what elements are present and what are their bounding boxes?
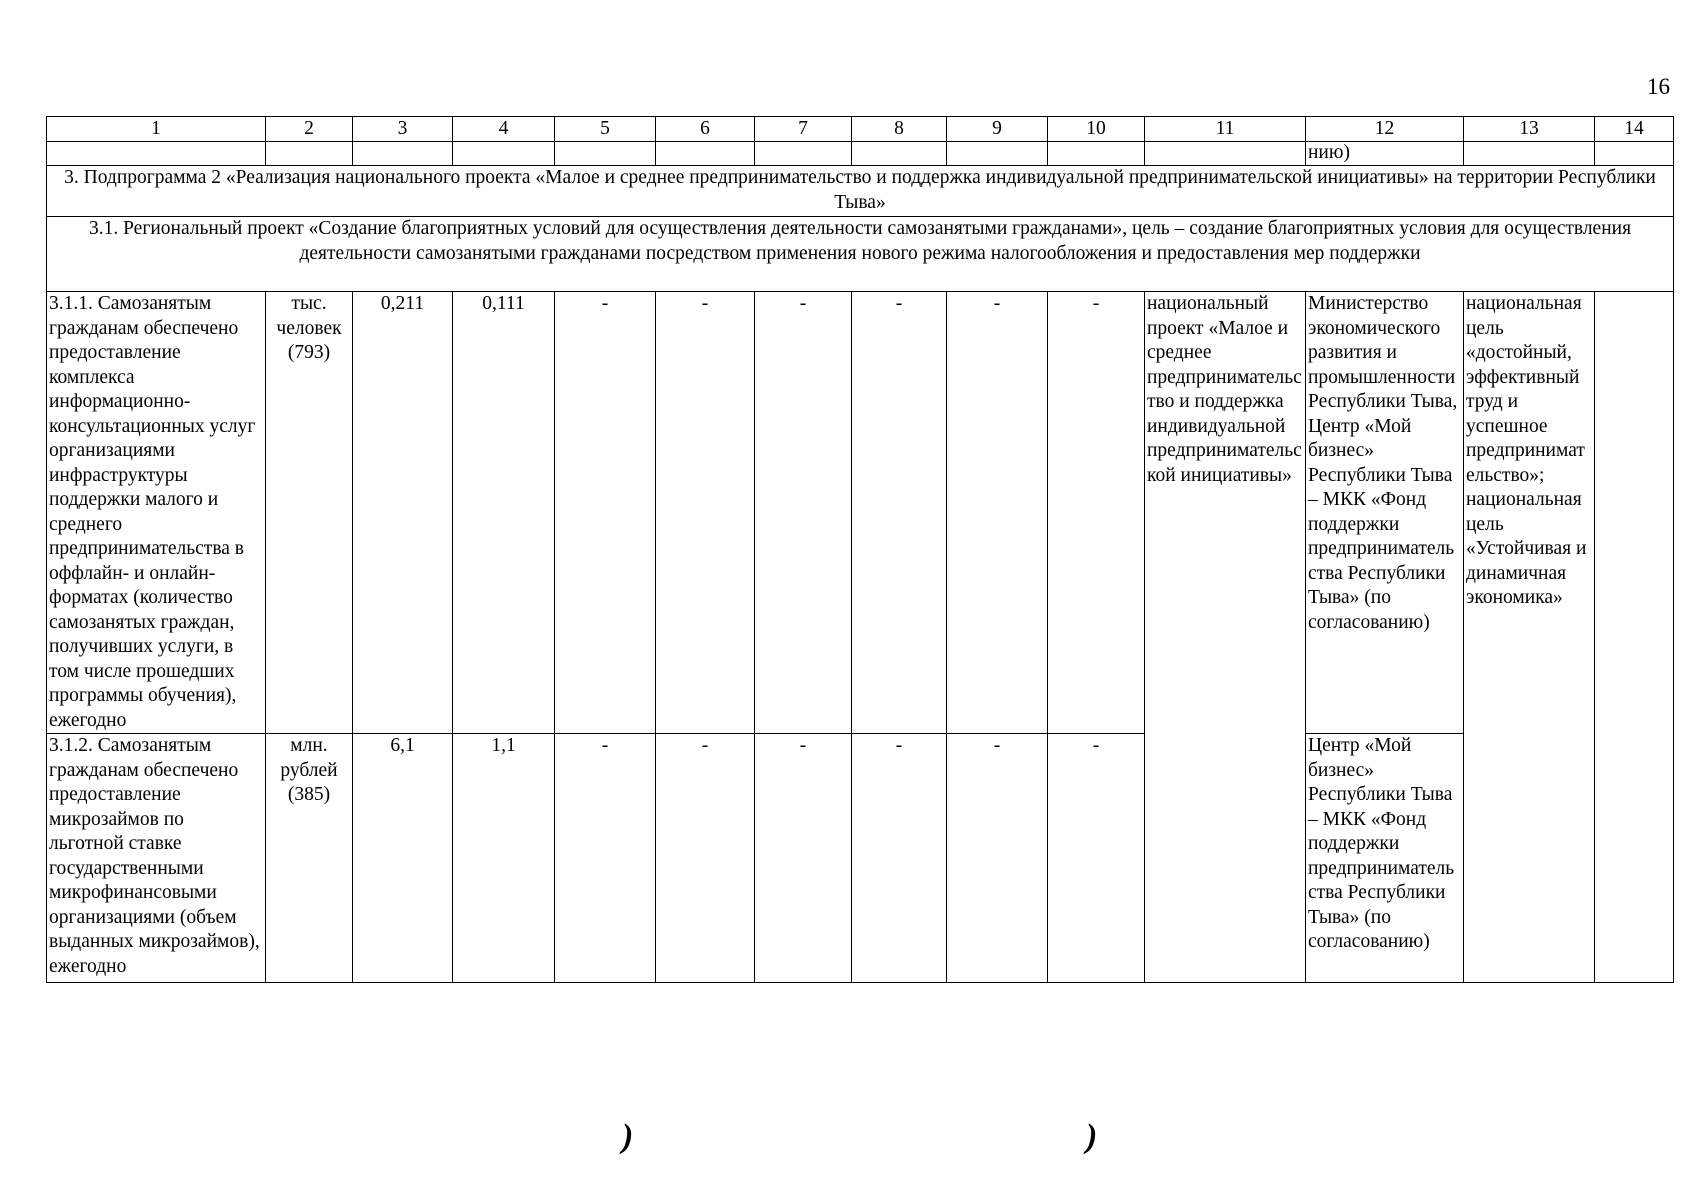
column-number-row [47,117,1674,142]
value-col-8: - [852,292,947,734]
empty-cell [1048,142,1145,166]
value-col-7: - [755,292,852,734]
empty-cell [353,142,453,166]
value-col-3: 6,1 [353,734,453,983]
footer-mark: ) [1086,1118,1098,1155]
column-number: 6 [656,117,755,142]
column-number: 13 [1464,117,1595,142]
table-row [47,292,1674,734]
column-number: 5 [555,117,656,142]
column-number: 10 [1048,117,1145,142]
empty-cell [453,142,555,166]
column-number: 4 [453,117,555,142]
value-col-7: - [755,734,852,983]
value-col-5: - [555,292,656,734]
column-number: 9 [947,117,1048,142]
column-number: 1 [47,117,266,142]
empty-cell [1145,142,1306,166]
empty-cell [266,142,353,166]
column-number: 14 [1595,117,1674,142]
table-row [47,734,1674,983]
value-col-10: - [1048,734,1145,983]
indicator-unit: тыс. человек (793) [266,292,353,734]
value-col-9: - [947,292,1048,734]
value-col-5: - [555,734,656,983]
indicator-unit: млн. рублей (385) [266,734,353,983]
project-title: 3.1. Региональный проект «Создание благоприятных условий для осуществления деятельности самозанятыми гражданами», цель – создание благоприятных условия для осуществления деятельности самозанятыми гражданами посредством применения нового режима налогообложения и предоставления мер поддержки [47,217,1674,292]
empty-cell [47,142,266,166]
empty-cell [1595,292,1674,983]
value-col-6: - [656,292,755,734]
value-col-9: - [947,734,1048,983]
column-number: 11 [1145,117,1306,142]
value-col-8: - [852,734,947,983]
page-number: 16 [1647,74,1670,99]
project-row [47,217,1674,292]
column-number: 12 [1306,117,1464,142]
empty-cell [852,142,947,166]
empty-cell [1595,142,1674,166]
value-col-4: 1,1 [453,734,555,983]
column-number: 7 [755,117,852,142]
footer-mark: ) [622,1118,634,1155]
empty-cell [947,142,1048,166]
continuation-cell: нию) [1306,142,1464,166]
value-col-10: - [1048,292,1145,734]
responsible-executor: Центр «Мой бизнес» Республики Тыва – МКК «Фонд поддержки предпринимательства Республики Тыва» (по согласованию) [1306,734,1464,983]
empty-cell [656,142,755,166]
subprogram-row [47,166,1674,217]
empty-cell [1464,142,1595,166]
responsible-executor: Министерство экономического развития и промышленности Республики Тыва, Центр «Мой бизнес» Республики Тыва – МКК «Фонд поддержки предпринимательства Республики Тыва» (по согласованию) [1306,292,1464,734]
value-col-4: 0,111 [453,292,555,734]
column-number: 2 [266,117,353,142]
empty-cell [555,142,656,166]
indicator-name: 3.1.1. Самозанятым гражданам обеспечено предоставление комплекса информационно-консультационных услуг организациями инфраструктуры поддержки малого и среднего предпринимательства в оффлайн- и онлайн-форматах (количество самозанятых граждан, получивших услуги, в том числе прошедших программы обучения), ежегодно [47,292,266,734]
column-number: 3 [353,117,453,142]
continuation-row [47,142,1674,166]
national-goal: национальная цель «достойный, эффективный труд и успешное предпринимательство»; национальная цель «Устойчивая и динамичная экономика» [1464,292,1595,983]
column-number: 8 [852,117,947,142]
value-col-3: 0,211 [353,292,453,734]
indicator-name: 3.1.2. Самозанятым гражданам обеспечено предоставление микрозаймов по льготной ставке государственными микрофинансовыми организациями (объем выданных микрозаймов), ежегодно [47,734,266,983]
value-col-6: - [656,734,755,983]
national-project: национальный проект «Малое и среднее предпринимательство и поддержка индивидуальной предпринимательской инициативы» [1145,292,1306,983]
empty-cell [755,142,852,166]
subprogram-title: 3. Подпрограмма 2 «Реализация национального проекта «Малое и среднее предпринимательство и поддержка индивидуальной предпринимательской инициативы» на территории Республики Тыва» [47,166,1674,217]
program-table [46,116,1674,983]
